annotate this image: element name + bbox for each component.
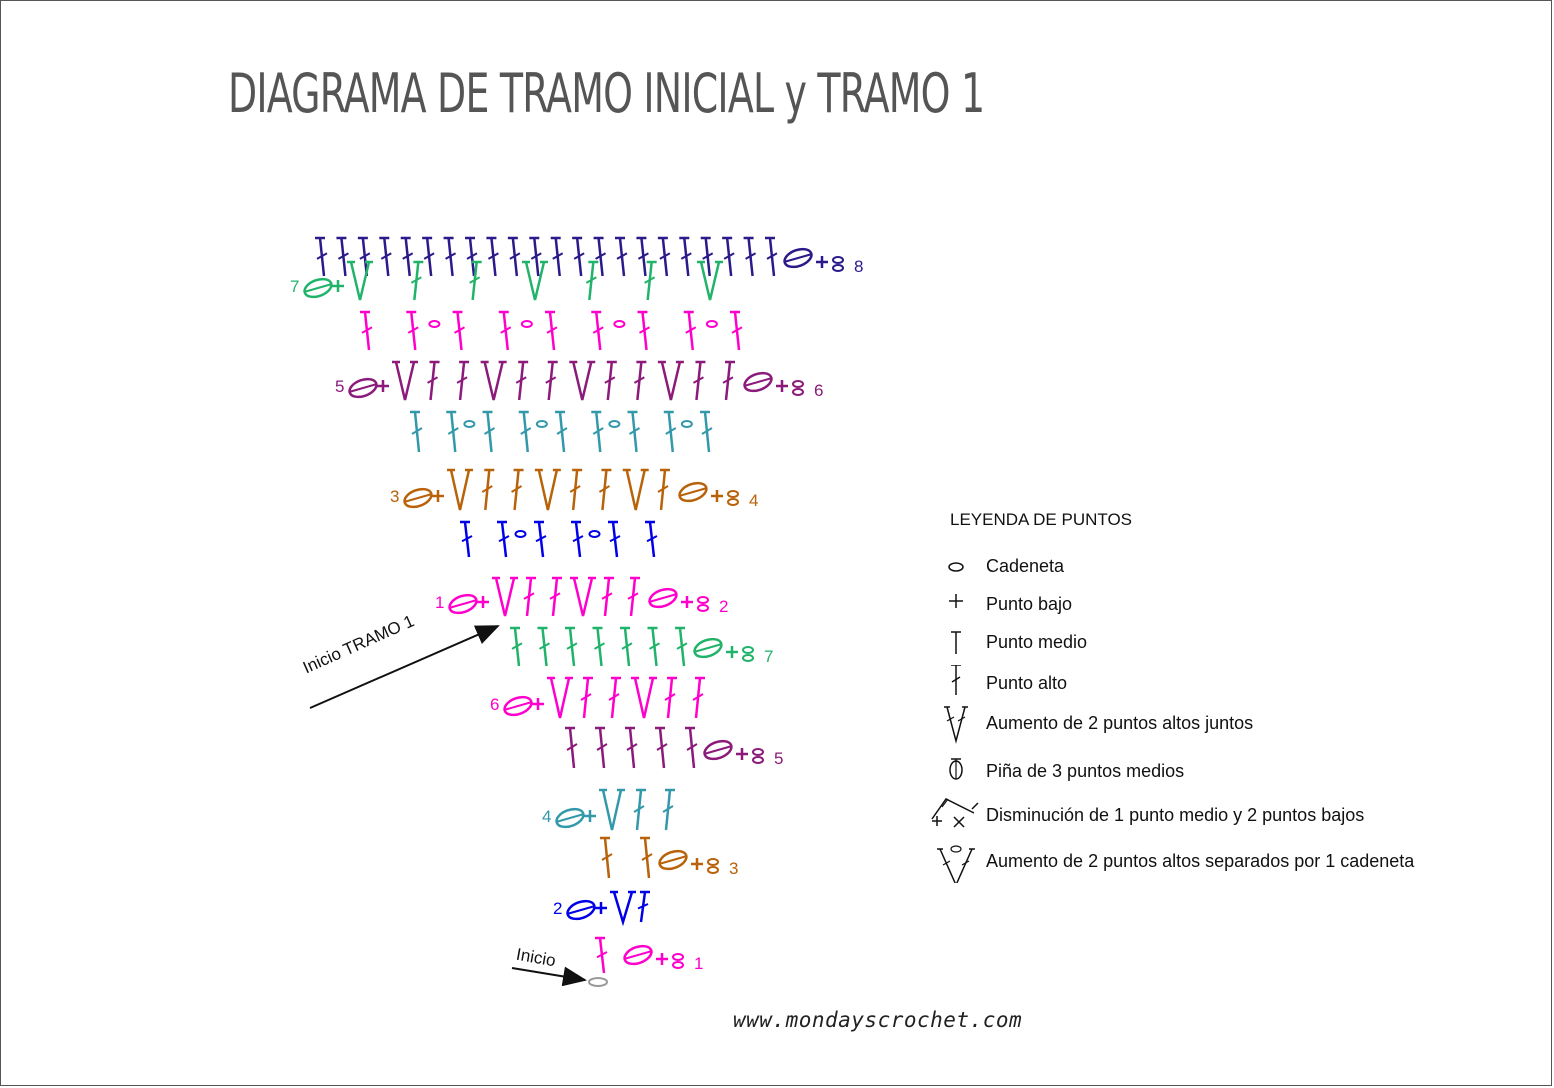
stitch-dc bbox=[401, 238, 413, 276]
stitch-chain bbox=[793, 389, 803, 395]
row-number: 3 bbox=[729, 859, 739, 878]
stitch-v bbox=[569, 362, 595, 400]
stitch-dc bbox=[591, 412, 603, 452]
stitch-puff bbox=[742, 370, 774, 395]
stitch-chain bbox=[707, 321, 717, 327]
stitch-dc bbox=[570, 470, 582, 510]
stitch-chain bbox=[609, 421, 619, 427]
row-number: 2 bbox=[719, 597, 729, 616]
stitch-sc bbox=[377, 380, 389, 392]
stitch-sc bbox=[584, 810, 596, 822]
stitch-dc bbox=[565, 628, 577, 666]
stitch-dc bbox=[460, 522, 472, 557]
stitch-dc bbox=[565, 728, 577, 768]
row-number: 5 bbox=[774, 749, 784, 768]
chain-icon bbox=[928, 548, 980, 588]
stitch-dc bbox=[628, 578, 640, 616]
v-increase-icon bbox=[928, 705, 980, 745]
stitch-dc bbox=[634, 362, 646, 400]
stitch-v bbox=[658, 362, 684, 400]
stitch-dc bbox=[470, 262, 482, 300]
stitch-dc bbox=[648, 628, 660, 666]
stitch-dc bbox=[609, 678, 621, 718]
stitch-dc bbox=[605, 362, 617, 400]
stitch-dc bbox=[679, 238, 691, 276]
stitch-dc bbox=[664, 412, 676, 452]
stitch-dc bbox=[645, 262, 657, 300]
row-number: 4 bbox=[749, 491, 759, 510]
row-number: 5 bbox=[335, 377, 345, 396]
stitch-dc bbox=[675, 628, 687, 666]
stitch-dc bbox=[411, 262, 423, 300]
stitch-dc bbox=[572, 238, 584, 276]
stitch-dc bbox=[602, 578, 614, 616]
stitch-dc bbox=[336, 238, 348, 276]
arrow-inicio-tramo bbox=[310, 626, 498, 708]
stitch-chain bbox=[743, 647, 753, 653]
stitch-chain bbox=[833, 265, 843, 271]
row-number: 4 bbox=[542, 807, 552, 826]
legend-item-v-increase: Aumento de 2 puntos altos juntos bbox=[928, 705, 1508, 745]
stitch-chain bbox=[673, 954, 683, 960]
stitch-chain bbox=[673, 962, 683, 968]
stitch-dc bbox=[620, 628, 632, 666]
inicio-label: Inicio bbox=[514, 944, 558, 971]
stitch-dc bbox=[551, 238, 563, 276]
stitch-sc bbox=[691, 858, 703, 870]
stitch-dc bbox=[625, 728, 637, 768]
stitch-dc bbox=[422, 238, 434, 276]
half-double-crochet-icon bbox=[928, 624, 980, 664]
stitch-sc bbox=[656, 953, 668, 965]
stitch-sc bbox=[595, 902, 607, 914]
footer-url: www.mondayscrochet.com bbox=[733, 1008, 1023, 1032]
stitch-puff bbox=[657, 848, 689, 873]
stitch-dc bbox=[410, 412, 422, 452]
inicio-tramo-label: Inicio TRAMO 1 bbox=[300, 611, 418, 678]
stitch-chain bbox=[682, 421, 692, 427]
stitch-dc bbox=[428, 362, 440, 400]
stitch-chain bbox=[833, 257, 843, 263]
stitch-puff bbox=[402, 486, 434, 511]
stitch-dc bbox=[638, 892, 650, 922]
stitch-v bbox=[535, 470, 561, 510]
stitch-dc bbox=[555, 412, 567, 452]
stitch-dc bbox=[600, 838, 612, 878]
stitch-dc bbox=[722, 238, 734, 276]
stitch-dc bbox=[593, 628, 605, 666]
stitch-chain bbox=[522, 321, 532, 327]
row-number: 8 bbox=[854, 257, 864, 276]
stitch-puff bbox=[302, 276, 334, 301]
stitch-dc bbox=[360, 312, 372, 350]
stitch-dc bbox=[483, 412, 495, 452]
stitch-chain bbox=[743, 655, 753, 661]
stitch-sc bbox=[726, 646, 738, 658]
stitch-puff bbox=[502, 694, 534, 719]
row-number: 1 bbox=[694, 954, 704, 973]
legend-item-decrease: Disminución de 1 punto medio y 2 puntos bajos bbox=[928, 797, 1508, 837]
stitch-chain bbox=[516, 531, 526, 537]
stitch-dc bbox=[634, 790, 646, 830]
stitch-dc bbox=[700, 412, 712, 452]
stitch-v bbox=[599, 790, 625, 830]
stitch-chain bbox=[614, 321, 624, 327]
stitch-puff bbox=[554, 806, 586, 831]
legend-title: LEYENDA DE PUNTOS bbox=[950, 510, 1133, 529]
stitch-sc bbox=[432, 490, 444, 502]
decrease-icon bbox=[928, 797, 980, 837]
stitch-dc bbox=[529, 238, 541, 276]
single-crochet-icon bbox=[928, 586, 980, 626]
stitch-dc bbox=[636, 238, 648, 276]
stitch-chain bbox=[753, 749, 763, 755]
row-number: 7 bbox=[764, 647, 774, 666]
stitch-chain bbox=[537, 421, 547, 427]
stitch-chain bbox=[793, 381, 803, 387]
stitch-puff bbox=[447, 592, 479, 617]
stitch-sc bbox=[681, 596, 693, 608]
stitch-chain bbox=[708, 867, 718, 873]
stitch-dc bbox=[315, 238, 327, 276]
legend-item-puff: Piña de 3 puntos medios bbox=[928, 753, 1508, 793]
stitch-dc bbox=[591, 312, 603, 350]
row-number: 2 bbox=[553, 899, 563, 918]
stitch-dc bbox=[640, 838, 652, 878]
stitch-dc bbox=[508, 238, 520, 276]
stitch-chain bbox=[590, 531, 600, 537]
stitch-dc bbox=[595, 728, 607, 768]
stitch-v bbox=[522, 262, 548, 300]
stitch-sc bbox=[477, 596, 489, 608]
stitch-dc bbox=[486, 238, 498, 276]
start-chain bbox=[589, 978, 607, 986]
stitch-sc bbox=[532, 698, 544, 710]
stitch-chain bbox=[728, 499, 738, 505]
stitch-dc bbox=[723, 362, 735, 400]
stitch-dc bbox=[684, 312, 696, 350]
stitch-puff bbox=[782, 246, 814, 271]
stitch-sc bbox=[776, 380, 788, 392]
stitch-dc bbox=[693, 678, 705, 718]
stitch-v bbox=[492, 578, 518, 616]
stitch-dc bbox=[457, 362, 469, 400]
stitch-dc bbox=[446, 412, 458, 452]
stitch-v bbox=[481, 362, 507, 400]
legend-item-chain: Cadeneta bbox=[928, 548, 1508, 588]
stitch-dc bbox=[665, 678, 677, 718]
puff-stitch-icon bbox=[928, 753, 980, 793]
stitch-dc bbox=[765, 238, 777, 276]
stitch-dc bbox=[730, 312, 742, 350]
stitch-dc bbox=[595, 938, 607, 973]
stitch-puff bbox=[692, 636, 724, 661]
stitch-dc bbox=[608, 522, 620, 557]
row-number: 3 bbox=[390, 487, 400, 506]
stitch-dc bbox=[663, 790, 675, 830]
stitch-dc bbox=[453, 312, 465, 350]
stitch-v bbox=[570, 578, 596, 616]
stitch-v bbox=[547, 678, 573, 718]
stitch-puff bbox=[622, 943, 654, 968]
stitch-v bbox=[392, 362, 418, 400]
stitch-chain bbox=[698, 605, 708, 611]
stitch-chain bbox=[698, 597, 708, 603]
stitch-dc bbox=[516, 362, 528, 400]
legend-item-half-double: Punto medio bbox=[928, 624, 1508, 664]
legend-item-single-crochet: Punto bajo bbox=[928, 586, 1508, 626]
stitch-dc bbox=[685, 728, 697, 768]
stitch-v bbox=[347, 262, 373, 300]
stitch-puff bbox=[347, 376, 379, 401]
page-title: DIAGRAMA DE TRAMO INICIAL y TRAMO 1 bbox=[228, 62, 985, 125]
double-crochet-icon bbox=[928, 665, 980, 705]
stitch-dc bbox=[571, 522, 583, 557]
stitch-chain bbox=[464, 421, 474, 427]
stitch-dc bbox=[744, 238, 756, 276]
row-number: 1 bbox=[435, 593, 445, 612]
stitch-dc bbox=[510, 628, 522, 666]
stitch-dc bbox=[379, 238, 391, 276]
stitch-chain bbox=[753, 757, 763, 763]
stitch-dc bbox=[628, 412, 640, 452]
stitch-dc bbox=[538, 628, 550, 666]
stitch-dc bbox=[693, 362, 705, 400]
row-number: 6 bbox=[814, 381, 824, 400]
stitch-dc bbox=[655, 728, 667, 768]
stitch-dc bbox=[545, 312, 557, 350]
stitch-dc bbox=[406, 312, 418, 350]
stitch-dc bbox=[534, 522, 546, 557]
stitch-v bbox=[623, 470, 649, 510]
stitch-chain bbox=[728, 491, 738, 497]
stitch-dc bbox=[546, 362, 558, 400]
stitch-puff bbox=[702, 738, 734, 763]
stitch-puff bbox=[647, 586, 679, 611]
legend-item-v-chain-increase: Aumento de 2 puntos altos separados por 1 cadeneta bbox=[928, 843, 1508, 883]
stitch-dc bbox=[497, 522, 509, 557]
row-number: 6 bbox=[490, 695, 500, 714]
stitch-dc bbox=[581, 678, 593, 718]
stitch-v bbox=[610, 892, 636, 922]
legend-item-double: Punto alto bbox=[928, 665, 1508, 705]
stitch-sc bbox=[332, 280, 344, 292]
stitch-dc bbox=[586, 262, 598, 300]
stitch-chain bbox=[708, 859, 718, 865]
stitch-dc bbox=[524, 578, 536, 616]
stitch-puff bbox=[565, 898, 597, 923]
stitch-dc bbox=[658, 238, 670, 276]
stitch-puff bbox=[677, 480, 709, 505]
stitch-dc bbox=[615, 238, 627, 276]
stitch-dc bbox=[645, 522, 657, 557]
stitch-dc bbox=[658, 470, 670, 510]
stitch-dc bbox=[482, 470, 494, 510]
stitch-sc bbox=[711, 490, 723, 502]
stitch-dc bbox=[594, 238, 606, 276]
stitch-sc bbox=[816, 256, 828, 268]
stitch-dc bbox=[444, 238, 456, 276]
stitch-chain bbox=[429, 321, 439, 327]
v-chain-increase-icon bbox=[928, 843, 980, 883]
stitch-dc bbox=[499, 312, 511, 350]
stitch-v bbox=[447, 470, 473, 510]
stitch-dc bbox=[550, 578, 562, 616]
stitch-dc bbox=[599, 470, 611, 510]
stitch-dc bbox=[512, 470, 524, 510]
stitch-v bbox=[631, 678, 657, 718]
row-number: 7 bbox=[290, 277, 300, 296]
stitch-sc bbox=[736, 748, 748, 760]
stitch-dc bbox=[638, 312, 650, 350]
stitch-dc bbox=[519, 412, 531, 452]
